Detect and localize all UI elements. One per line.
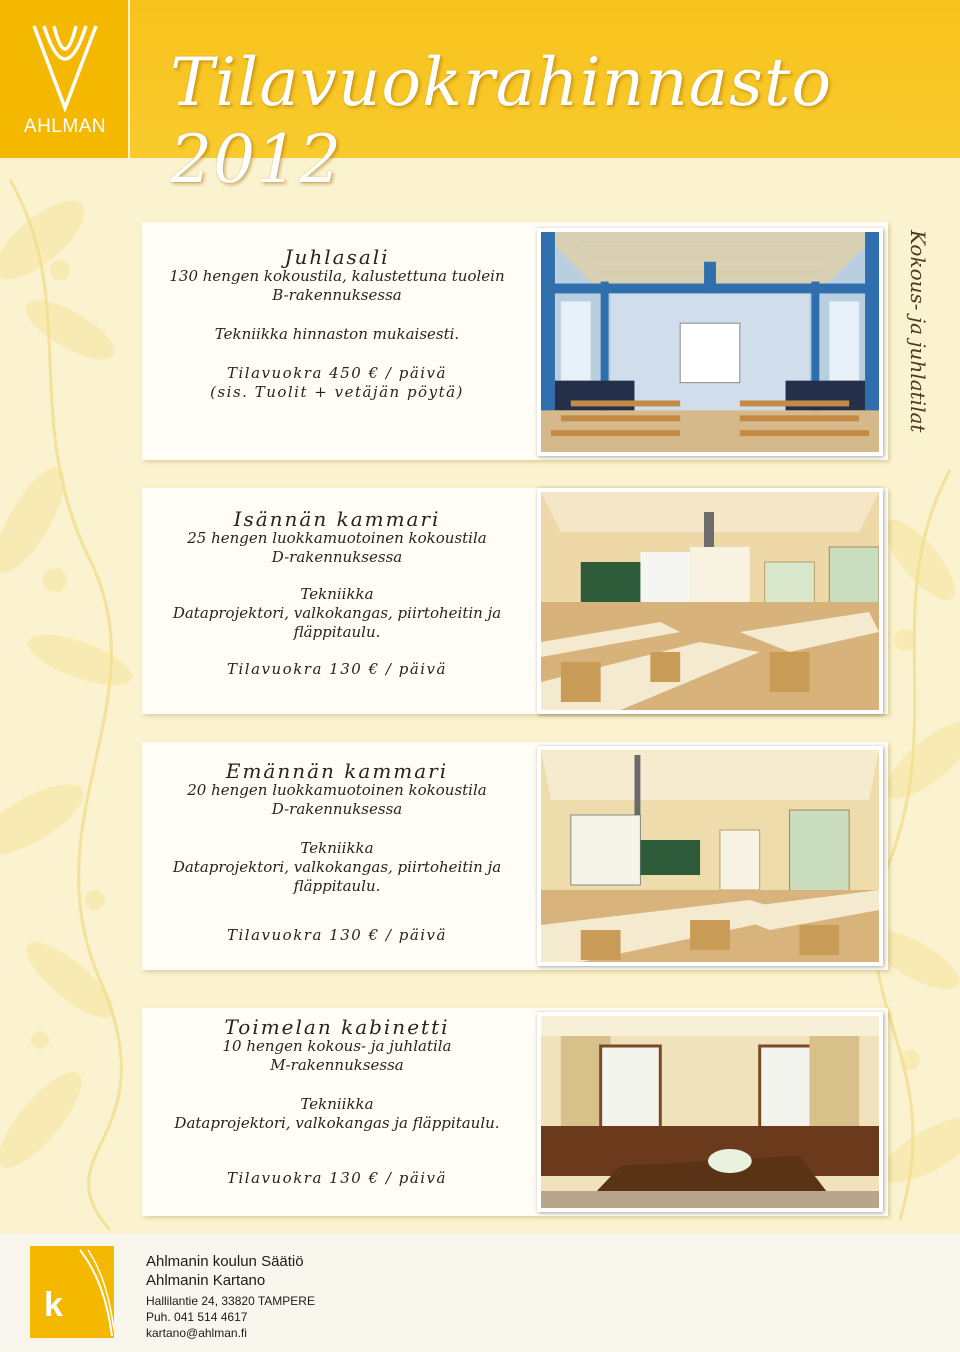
room-tech: Dataprojektori, valkokangas ja fläppitaulu. <box>174 1114 500 1132</box>
footer <box>0 1234 960 1352</box>
ahlman-logo <box>0 0 130 158</box>
room-description <box>142 488 532 714</box>
email-link[interactable]: kartano@ahlman.fi <box>146 1326 247 1340</box>
room-title: Isännän kammari <box>233 507 441 531</box>
room-tech-label: Tekniikka <box>300 1095 374 1113</box>
room-tech-label: Tekniikka <box>300 839 374 857</box>
kartano-logo-icon <box>30 1246 114 1338</box>
room-photo-juhlasali <box>537 228 883 456</box>
room-title: Toimelan kabinetti <box>224 1015 450 1039</box>
room-price: Tilavuokra 450 € / päivä <box>227 364 447 382</box>
room-price-note: (sis. Tuolit + vetäjän pöytä) <box>210 383 464 401</box>
phone: Puh. 041 514 4617 <box>146 1310 248 1324</box>
room-panel-toimelan-kabinetti <box>142 1008 888 1216</box>
room-photo-emannan-kammari <box>537 746 883 966</box>
room-photo-toimelan-kabinetti <box>537 1012 883 1212</box>
room-building: D-rakennuksessa <box>271 548 403 566</box>
room-description <box>142 1008 532 1216</box>
room-panel-isannan-kammari <box>142 488 888 714</box>
logo-letter: k <box>44 1286 63 1324</box>
contact-info <box>146 1252 315 1341</box>
room-tech: fläppitaulu. <box>293 877 381 895</box>
org-subname: Ahlmanin Kartano <box>146 1272 266 1289</box>
org-name: Ahlmanin koulun Säätiö <box>146 1253 304 1270</box>
room-tech: Tekniikka hinnaston mukaisesti. <box>214 325 460 343</box>
room-price: Tilavuokra 130 € / päivä <box>227 660 447 678</box>
room-building: D-rakennuksessa <box>271 800 403 818</box>
side-label: Kokous- ja juhlatilat <box>906 230 930 433</box>
room-title: Emännän kammari <box>225 759 449 783</box>
room-price: Tilavuokra 130 € / päivä <box>227 1169 447 1187</box>
room-panel-juhlasali <box>142 222 888 460</box>
side-label-wrapper <box>885 230 955 460</box>
room-building: B-rakennuksessa <box>272 286 402 304</box>
room-description <box>142 742 532 970</box>
room-capacity: 25 hengen luokkamuotoinen kokoustila <box>187 529 487 547</box>
room-tech-label: Tekniikka <box>300 585 374 603</box>
room-building: M-rakennuksessa <box>270 1056 404 1074</box>
room-title: Juhlasali <box>284 245 390 269</box>
room-price: Tilavuokra 130 € / päivä <box>227 926 447 944</box>
room-capacity: 130 hengen kokoustila, kalustettuna tuolein <box>169 267 505 285</box>
room-capacity: 20 hengen luokkamuotoinen kokoustila <box>187 781 487 799</box>
room-panel-emannan-kammari <box>142 742 888 970</box>
room-description <box>142 222 532 460</box>
room-photo-isannan-kammari <box>537 488 883 714</box>
room-capacity: 10 hengen kokous- ja juhlatila <box>222 1037 452 1055</box>
room-tech: Dataprojektori, valkokangas, piirtoheitin ja <box>172 858 502 876</box>
address: Hallilantie 24, 33820 TAMPERE <box>146 1294 315 1308</box>
page-title: Tilavuokrahinnasto 2012 <box>170 44 833 198</box>
logo-text: AHLMAN <box>23 116 107 137</box>
header-banner <box>0 0 960 198</box>
ahlman-v-logo-icon <box>30 22 100 112</box>
kartano-logo <box>30 1246 114 1338</box>
room-tech: Dataprojektori, valkokangas, piirtoheitin ja <box>172 604 502 622</box>
room-tech: fläppitaulu. <box>293 623 381 641</box>
